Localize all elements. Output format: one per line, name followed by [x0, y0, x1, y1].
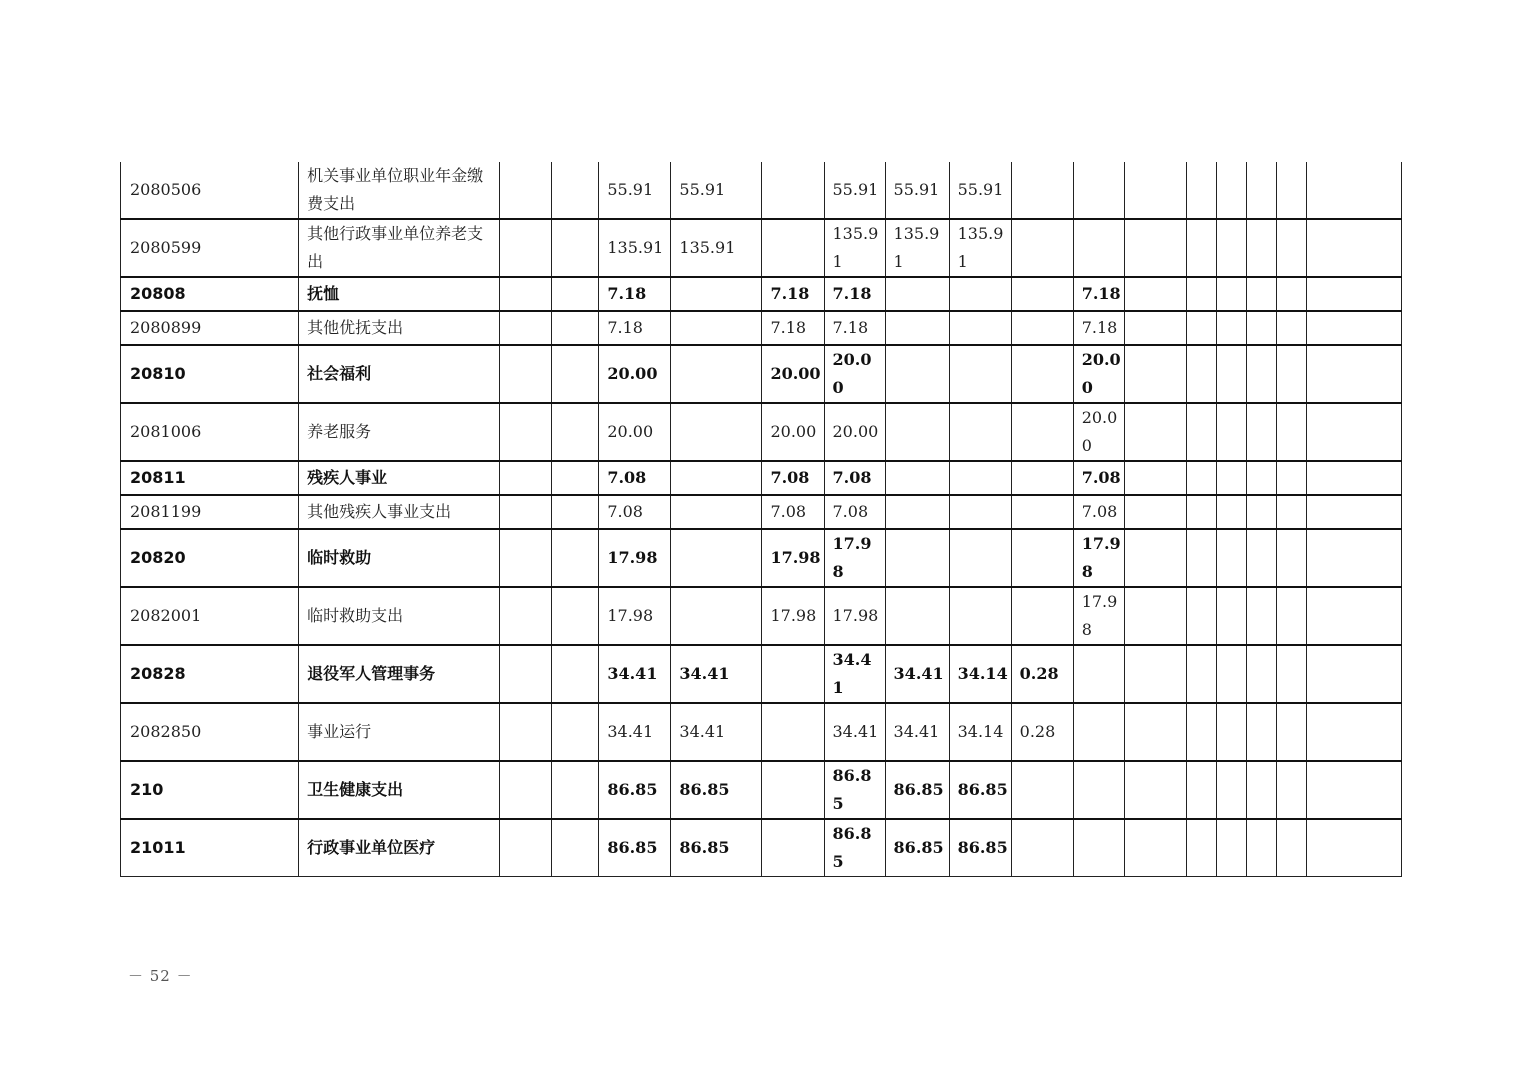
amount-cell: 55.91 [599, 162, 671, 219]
amount-cell [1276, 461, 1306, 495]
amount-cell [1306, 703, 1401, 761]
amount-cell: 34.41 [824, 645, 885, 703]
amount-cell: 86.85 [599, 761, 671, 819]
amount-cell [671, 587, 762, 645]
amount-cell [671, 345, 762, 403]
subject-name-cell: 养老服务 [299, 403, 500, 461]
amount-cell [762, 162, 824, 219]
amount-cell [1306, 162, 1401, 219]
table-row [121, 587, 1402, 645]
page-number: － 52 － [128, 967, 193, 985]
amount-cell [762, 219, 824, 277]
amount-cell [1011, 162, 1073, 219]
amount-cell [1276, 761, 1306, 819]
subject-name-cell: 行政事业单位医疗 [299, 819, 500, 877]
amount-cell [1124, 645, 1186, 703]
amount-cell: 17.98 [599, 587, 671, 645]
amount-cell [1011, 345, 1073, 403]
amount-cell [885, 495, 949, 529]
amount-cell [1011, 529, 1073, 587]
amount-cell [1124, 219, 1186, 277]
table-row [121, 403, 1402, 461]
amount-cell [1246, 761, 1276, 819]
subject-code-cell: 210 [121, 761, 299, 819]
amount-cell [1276, 645, 1306, 703]
amount-cell: 34.41 [885, 645, 949, 703]
amount-cell [1276, 703, 1306, 761]
subject-code-cell: 20828 [121, 645, 299, 703]
amount-cell [500, 819, 552, 877]
table-row [121, 495, 1402, 529]
amount-cell: 86.85 [949, 819, 1011, 877]
subject-code-cell: 20811 [121, 461, 299, 495]
amount-cell [885, 461, 949, 495]
amount-cell: 20.00 [824, 403, 885, 461]
amount-cell [1216, 761, 1246, 819]
subject-name-cell: 机关事业单位职业年金缴费支出 [299, 162, 500, 219]
amount-cell: 20.00 [824, 345, 885, 403]
amount-cell [1246, 219, 1276, 277]
amount-cell [949, 403, 1011, 461]
amount-cell: 7.08 [824, 495, 885, 529]
amount-cell [1124, 529, 1186, 587]
table-row [121, 311, 1402, 345]
amount-cell: 55.91 [824, 162, 885, 219]
amount-cell [552, 495, 599, 529]
amount-cell: 7.08 [1073, 461, 1124, 495]
subject-code-cell: 2082850 [121, 703, 299, 761]
amount-cell [500, 311, 552, 345]
amount-cell [949, 461, 1011, 495]
amount-cell: 7.08 [599, 461, 671, 495]
amount-cell: 17.98 [1073, 587, 1124, 645]
amount-cell [1306, 587, 1401, 645]
amount-cell [1216, 277, 1246, 311]
amount-cell [1011, 311, 1073, 345]
amount-cell: 86.85 [885, 761, 949, 819]
amount-cell [885, 277, 949, 311]
amount-cell [1124, 761, 1186, 819]
amount-cell: 17.98 [762, 587, 824, 645]
amount-cell [1216, 345, 1246, 403]
table-row [121, 529, 1402, 587]
amount-cell: 34.14 [949, 645, 1011, 703]
amount-cell: 7.18 [824, 277, 885, 311]
table-row [121, 461, 1402, 495]
table-row [121, 277, 1402, 311]
subject-name-cell: 退役军人管理事务 [299, 645, 500, 703]
amount-cell [1186, 761, 1216, 819]
amount-cell: 7.18 [1073, 277, 1124, 311]
amount-cell: 135.91 [824, 219, 885, 277]
amount-cell [1073, 819, 1124, 877]
amount-cell [1246, 645, 1276, 703]
amount-cell: 7.08 [1073, 495, 1124, 529]
subject-name-cell: 卫生健康支出 [299, 761, 500, 819]
amount-cell [1306, 819, 1401, 877]
amount-cell [949, 529, 1011, 587]
amount-cell [1306, 645, 1401, 703]
amount-cell [552, 761, 599, 819]
amount-cell [552, 645, 599, 703]
subject-code-cell: 2081199 [121, 495, 299, 529]
amount-cell [500, 403, 552, 461]
amount-cell [885, 311, 949, 345]
amount-cell [1011, 461, 1073, 495]
amount-cell [1124, 345, 1186, 403]
amount-cell [1124, 461, 1186, 495]
amount-cell [500, 645, 552, 703]
amount-cell [500, 703, 552, 761]
amount-cell [552, 345, 599, 403]
amount-cell [885, 403, 949, 461]
amount-cell: 34.41 [671, 703, 762, 761]
amount-cell [1186, 587, 1216, 645]
amount-cell [500, 277, 552, 311]
amount-cell [1276, 311, 1306, 345]
subject-code-cell: 2081006 [121, 403, 299, 461]
amount-cell: 7.08 [599, 495, 671, 529]
amount-cell [1124, 495, 1186, 529]
amount-cell [1246, 403, 1276, 461]
amount-cell [500, 495, 552, 529]
subject-name-cell: 残疾人事业 [299, 461, 500, 495]
amount-cell [1124, 277, 1186, 311]
amount-cell: 20.00 [599, 345, 671, 403]
amount-cell: 135.91 [949, 219, 1011, 277]
amount-cell: 34.14 [949, 703, 1011, 761]
amount-cell [500, 219, 552, 277]
amount-cell [552, 403, 599, 461]
amount-cell [500, 587, 552, 645]
amount-cell: 7.18 [599, 277, 671, 311]
amount-cell [1216, 219, 1246, 277]
table-row [121, 761, 1402, 819]
amount-cell: 7.08 [762, 495, 824, 529]
amount-cell [1276, 495, 1306, 529]
amount-cell: 86.85 [949, 761, 1011, 819]
amount-cell: 17.98 [824, 587, 885, 645]
amount-cell [1186, 162, 1216, 219]
amount-cell [500, 162, 552, 219]
amount-cell [500, 461, 552, 495]
amount-cell [885, 529, 949, 587]
subject-name-cell: 社会福利 [299, 345, 500, 403]
amount-cell [1216, 703, 1246, 761]
amount-cell: 17.98 [599, 529, 671, 587]
amount-cell [1306, 345, 1401, 403]
amount-cell: 17.98 [762, 529, 824, 587]
table-row [121, 219, 1402, 277]
subject-code-cell: 2082001 [121, 587, 299, 645]
amount-cell [500, 345, 552, 403]
table-row [121, 703, 1402, 761]
amount-cell [671, 311, 762, 345]
amount-cell [1073, 761, 1124, 819]
amount-cell [1246, 311, 1276, 345]
amount-cell [1216, 645, 1246, 703]
amount-cell [1011, 761, 1073, 819]
amount-cell [1216, 819, 1246, 877]
amount-cell [1124, 703, 1186, 761]
table-body [121, 162, 1402, 877]
amount-cell: 0.28 [1011, 645, 1073, 703]
amount-cell [1306, 311, 1401, 345]
amount-cell [1246, 277, 1276, 311]
amount-cell [1246, 345, 1276, 403]
amount-cell [1073, 645, 1124, 703]
amount-cell [1306, 761, 1401, 819]
subject-name-cell: 抚恤 [299, 277, 500, 311]
amount-cell [949, 277, 1011, 311]
subject-name-cell: 其他行政事业单位养老支出 [299, 219, 500, 277]
amount-cell [1073, 703, 1124, 761]
amount-cell: 20.00 [599, 403, 671, 461]
amount-cell: 7.18 [1073, 311, 1124, 345]
amount-cell [1276, 345, 1306, 403]
amount-cell [671, 529, 762, 587]
subject-code-cell: 2080899 [121, 311, 299, 345]
amount-cell: 7.18 [824, 311, 885, 345]
amount-cell [1186, 219, 1216, 277]
amount-cell: 7.18 [599, 311, 671, 345]
amount-cell: 34.41 [599, 645, 671, 703]
amount-cell [1011, 819, 1073, 877]
amount-cell [949, 311, 1011, 345]
amount-cell [1124, 587, 1186, 645]
amount-cell: 135.91 [671, 219, 762, 277]
amount-cell: 135.91 [599, 219, 671, 277]
budget-table [120, 162, 1402, 877]
amount-cell [762, 819, 824, 877]
amount-cell [1011, 277, 1073, 311]
amount-cell [1011, 219, 1073, 277]
amount-cell [1216, 403, 1246, 461]
amount-cell [1276, 162, 1306, 219]
subject-code-cell: 20820 [121, 529, 299, 587]
amount-cell [1124, 403, 1186, 461]
amount-cell [671, 277, 762, 311]
amount-cell [1124, 819, 1186, 877]
amount-cell [1246, 703, 1276, 761]
amount-cell [1306, 277, 1401, 311]
amount-cell: 55.91 [671, 162, 762, 219]
amount-cell [949, 345, 1011, 403]
amount-cell [552, 277, 599, 311]
amount-cell [1011, 403, 1073, 461]
amount-cell [1246, 529, 1276, 587]
amount-cell [1246, 587, 1276, 645]
amount-cell [1306, 219, 1401, 277]
amount-cell [1186, 403, 1216, 461]
amount-cell [1276, 403, 1306, 461]
amount-cell [552, 819, 599, 877]
amount-cell [762, 645, 824, 703]
subject-name-cell: 临时救助 [299, 529, 500, 587]
amount-cell: 34.41 [885, 703, 949, 761]
amount-cell: 20.00 [762, 403, 824, 461]
amount-cell [1246, 162, 1276, 219]
amount-cell [1246, 461, 1276, 495]
subject-code-cell: 2080506 [121, 162, 299, 219]
amount-cell: 86.85 [671, 819, 762, 877]
amount-cell [949, 587, 1011, 645]
amount-cell [1011, 495, 1073, 529]
amount-cell [552, 311, 599, 345]
amount-cell [552, 703, 599, 761]
amount-cell [1186, 345, 1216, 403]
subject-code-cell: 2080599 [121, 219, 299, 277]
amount-cell [500, 529, 552, 587]
subject-code-cell: 21011 [121, 819, 299, 877]
amount-cell: 7.18 [762, 311, 824, 345]
table-row [121, 645, 1402, 703]
amount-cell [1276, 277, 1306, 311]
subject-code-cell: 20810 [121, 345, 299, 403]
amount-cell: 7.18 [762, 277, 824, 311]
amount-cell [552, 219, 599, 277]
amount-cell [1216, 461, 1246, 495]
amount-cell [1306, 461, 1401, 495]
amount-cell [671, 461, 762, 495]
amount-cell [885, 345, 949, 403]
amount-cell [1216, 311, 1246, 345]
amount-cell [1216, 495, 1246, 529]
amount-cell [1186, 703, 1216, 761]
amount-cell [1073, 162, 1124, 219]
amount-cell [949, 495, 1011, 529]
amount-cell: 34.41 [599, 703, 671, 761]
amount-cell [1186, 311, 1216, 345]
amount-cell [1186, 529, 1216, 587]
amount-cell: 86.85 [671, 761, 762, 819]
table-row [121, 162, 1402, 219]
amount-cell [762, 703, 824, 761]
amount-cell: 0.28 [1011, 703, 1073, 761]
amount-cell [1073, 219, 1124, 277]
amount-cell [1124, 311, 1186, 345]
amount-cell: 55.91 [885, 162, 949, 219]
amount-cell: 34.41 [671, 645, 762, 703]
amount-cell: 7.08 [762, 461, 824, 495]
amount-cell: 86.85 [824, 819, 885, 877]
amount-cell: 17.98 [824, 529, 885, 587]
amount-cell [1306, 495, 1401, 529]
amount-cell [1124, 162, 1186, 219]
amount-cell [1276, 587, 1306, 645]
amount-cell: 20.00 [762, 345, 824, 403]
subject-name-cell: 事业运行 [299, 703, 500, 761]
subject-name-cell: 其他残疾人事业支出 [299, 495, 500, 529]
subject-code-cell: 20808 [121, 277, 299, 311]
amount-cell [671, 495, 762, 529]
amount-cell [671, 403, 762, 461]
table-row [121, 345, 1402, 403]
amount-cell: 20.00 [1073, 345, 1124, 403]
amount-cell [1246, 495, 1276, 529]
amount-cell: 7.08 [824, 461, 885, 495]
amount-cell [1276, 219, 1306, 277]
amount-cell: 135.91 [885, 219, 949, 277]
amount-cell [1216, 529, 1246, 587]
amount-cell: 86.85 [824, 761, 885, 819]
amount-cell [1186, 461, 1216, 495]
amount-cell [1186, 819, 1216, 877]
amount-cell [1186, 277, 1216, 311]
amount-cell: 55.91 [949, 162, 1011, 219]
amount-cell [1186, 645, 1216, 703]
subject-name-cell: 临时救助支出 [299, 587, 500, 645]
amount-cell [762, 761, 824, 819]
amount-cell [885, 587, 949, 645]
table-row [121, 819, 1402, 877]
amount-cell [1011, 587, 1073, 645]
subject-name-cell: 其他优抚支出 [299, 311, 500, 345]
amount-cell: 34.41 [824, 703, 885, 761]
amount-cell: 86.85 [885, 819, 949, 877]
amount-cell [552, 587, 599, 645]
amount-cell [1216, 162, 1246, 219]
amount-cell: 86.85 [599, 819, 671, 877]
amount-cell [1276, 819, 1306, 877]
amount-cell [1276, 529, 1306, 587]
amount-cell [500, 761, 552, 819]
amount-cell [552, 162, 599, 219]
amount-cell [1186, 495, 1216, 529]
amount-cell [1246, 819, 1276, 877]
amount-cell [552, 529, 599, 587]
amount-cell [552, 461, 599, 495]
amount-cell: 20.00 [1073, 403, 1124, 461]
amount-cell: 17.98 [1073, 529, 1124, 587]
amount-cell [1306, 403, 1401, 461]
amount-cell [1216, 587, 1246, 645]
amount-cell [1306, 529, 1401, 587]
